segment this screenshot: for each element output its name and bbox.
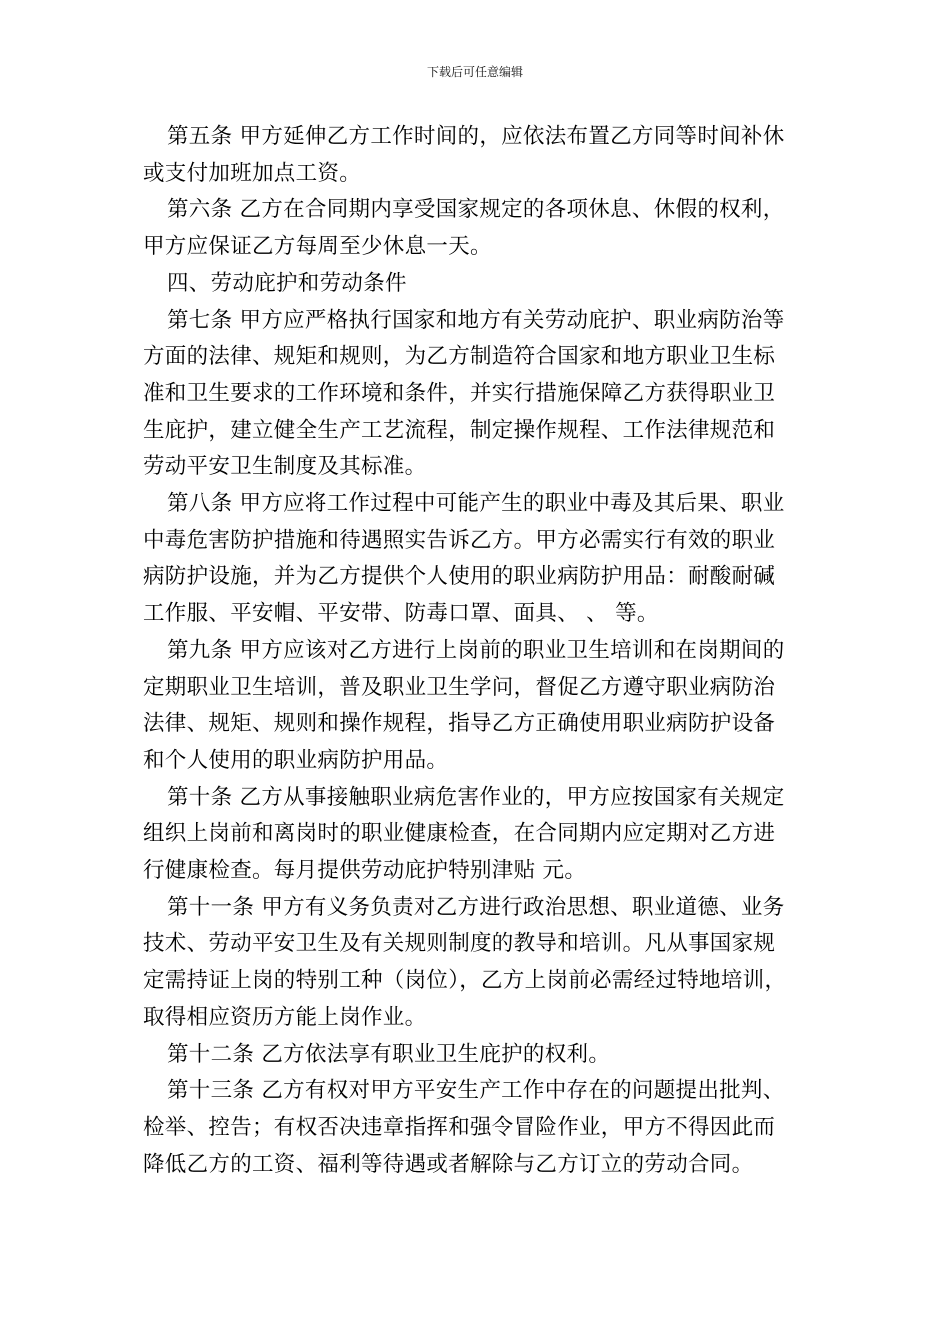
page-header: 下载后可任意编辑 (426, 65, 523, 79)
article-10: 第十条 乙方从事接触职业病危害作业的，甲方应按国家有关规定 组织上岗前和离岗时的职业健康检查，在合同期内应定期对乙方进 行健康检查。每月提供劳动庇护特别津贴 元。 (143, 784, 785, 884)
article-8: 第八条 甲方应将工作过程中可能产生的职业中毒及其后果、职业 中毒危害防护措施和待遇照实告诉乙方。甲方必需实行有效的职业 病防护设施，并为乙方提供个人使用的职业病防护用品：耐酸耐碱 工作服、平安帽、平安带、防毒口罩、面具、 、 等。 (143, 491, 785, 627)
article-12: 第十二条 乙方依法享有职业卫生庇护的权利。 (167, 1041, 611, 1067)
document-body (143, 119, 811, 1183)
article-13: 第十三条 乙方有权对甲方平安生产工作中存在的问题提出批判、 检举、控告；有权否决违章指挥和强令冒险作业，甲方不得因此而 降低乙方的工资、福利等待遇或者解除与乙方订立的劳动合同。 (143, 1078, 785, 1177)
section-heading-4: 四、劳动庇护和劳动条件 (167, 270, 407, 296)
article-11: 第十一条 甲方有义务负责对乙方进行政治思想、职业道德、业务 技术、劳动平安卫生及有关规则制度的教导和培训。凡从事国家规 定需持证上岗的特别工种（岗位），乙方上岗前必需经过特地培训， 取得相应资历方能上岗作业。 (143, 894, 787, 1030)
article-9: 第九条 甲方应该对乙方进行上岗前的职业卫生培训和在岗期间的 定期职业卫生培训，普及职业卫生学问，督促乙方遵守职业病防治 法律、规矩、规则和操作规程，指导乙方正确使用职业病防护设备 和个人使用的职业病防护用品。 (143, 637, 785, 773)
article-5: 第五条 甲方延伸乙方工作时间的，应依法布置乙方同等时间补休 或支付加班加点工资。 (143, 124, 785, 186)
article-7: 第七条 甲方应严格执行国家和地方有关劳动庇护、职业病防治等 方面的法律、规矩和规则，为乙方制造符合国家和地方职业卫生标 准和卫生要求的工作环境和条件，并实行措施保障乙方获得职业卫 生庇护，建立健全生产工艺流程，制定操作规程、工作法律规范和 劳动平安卫生制度及其标准。 (143, 307, 785, 480)
article-6: 第六条 乙方在合同期内享受国家规定的各项休息、休假的权利， 甲方应保证乙方每周至少休息一天。 (143, 197, 785, 260)
